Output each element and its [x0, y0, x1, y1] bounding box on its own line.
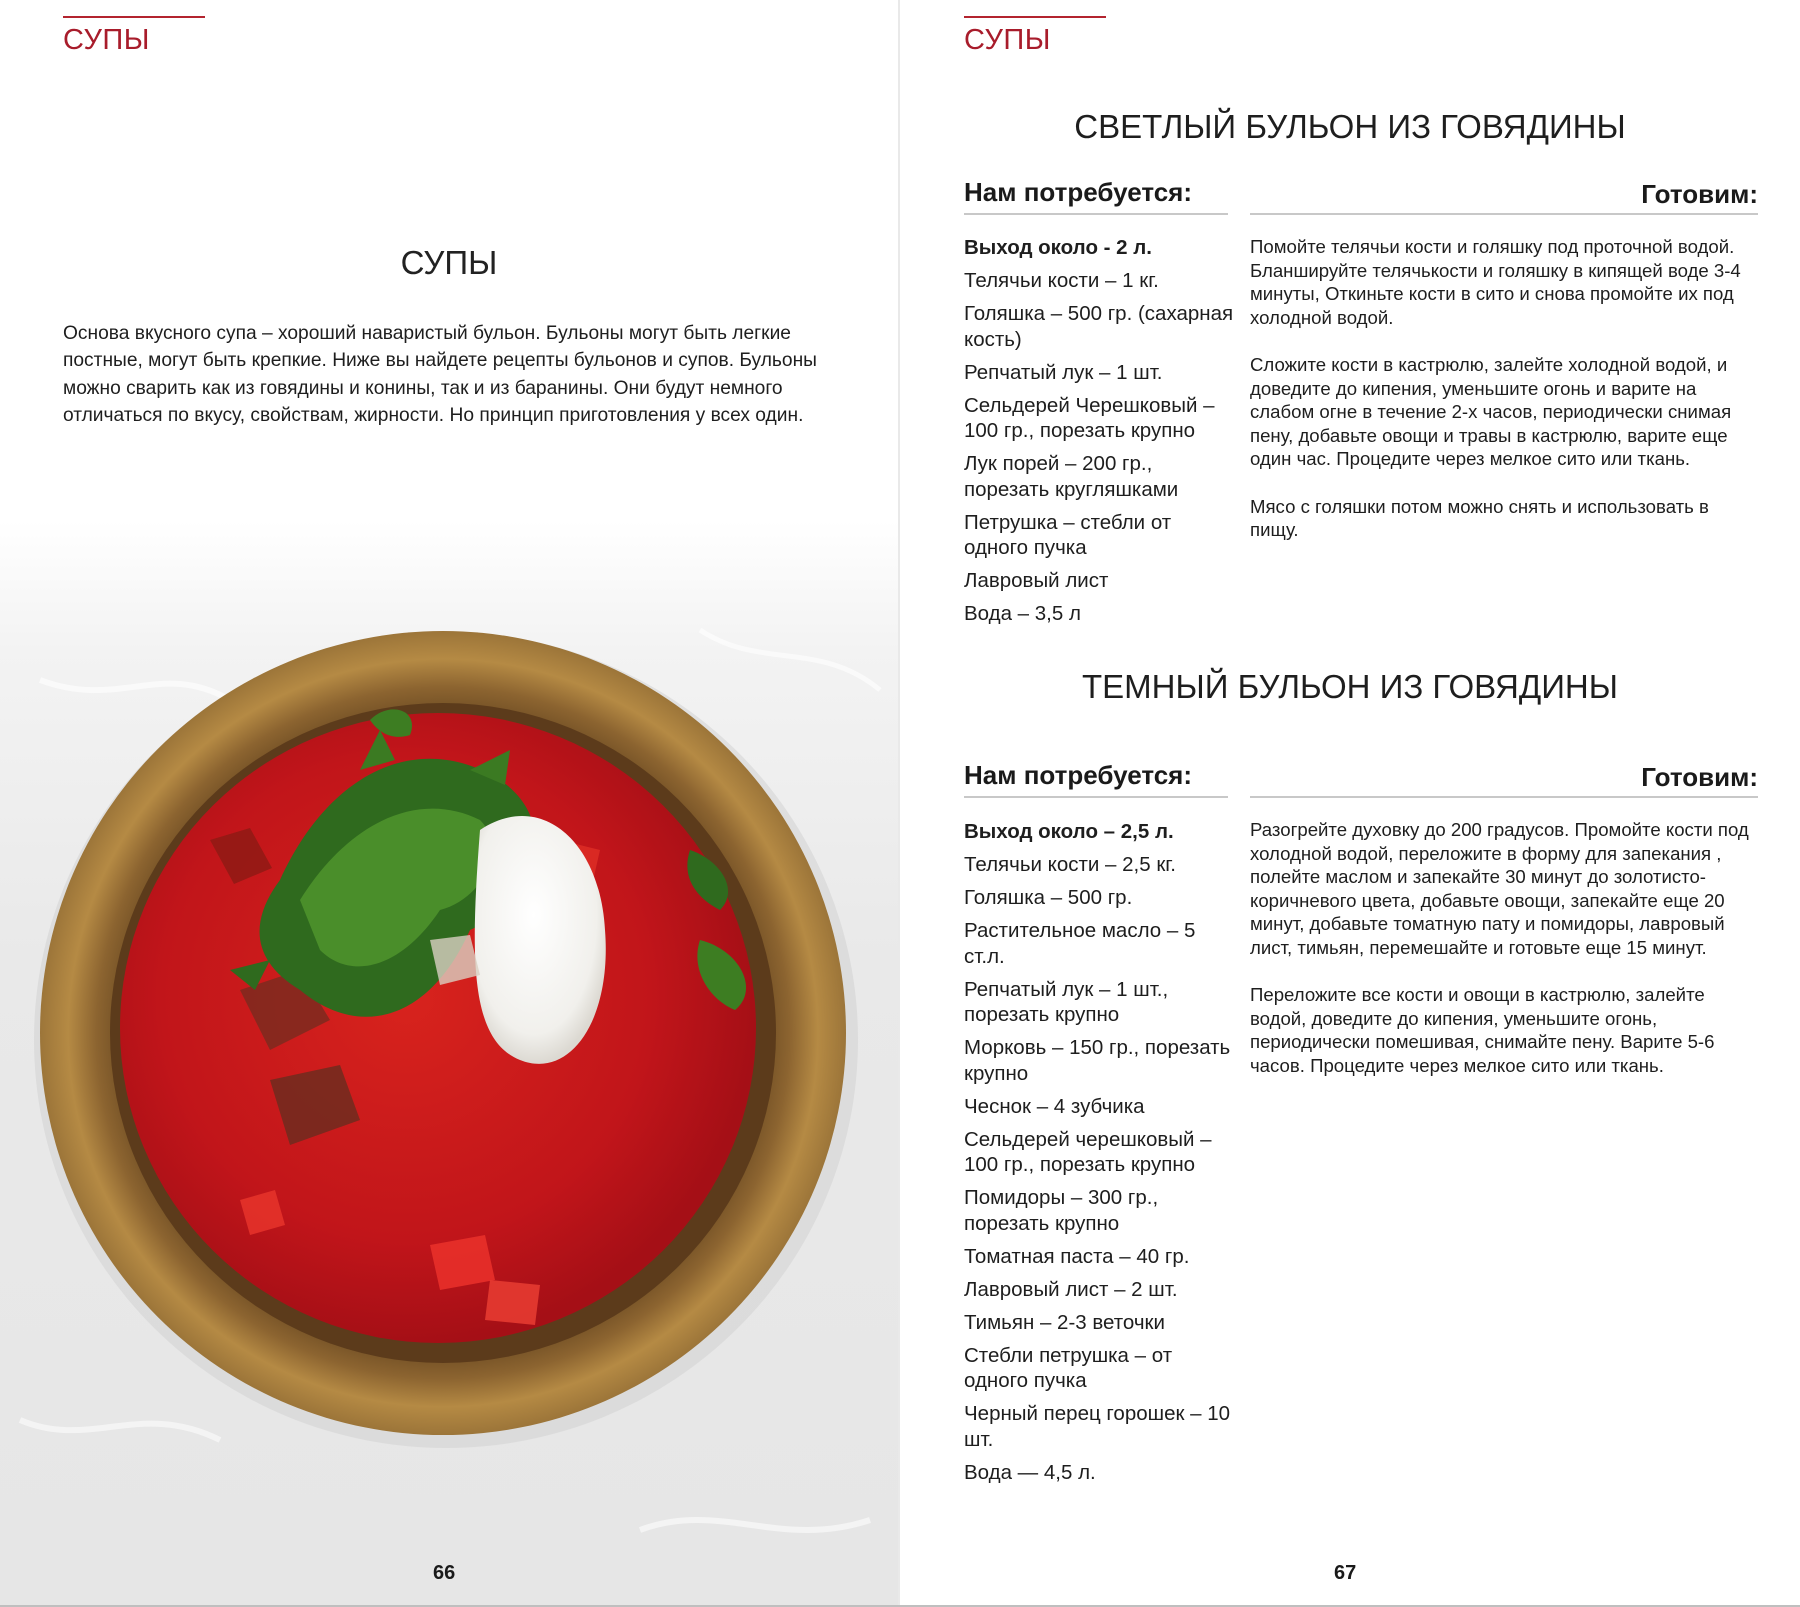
ingredient-item: Репчатый лук – 1 шт.: [964, 360, 1163, 384]
ingredient-item: Тимьян – 2-3 веточки: [964, 1310, 1165, 1334]
ingredient-item: Вода – 3,5 л: [964, 602, 1081, 625]
ingredients-list: [964, 235, 1234, 634]
step-paragraph: Переложите все кости и овощи в кастрюлю, залейте водой, доведите до кипения, уменьшите огонь, периодически помешивая, снимайте пену. Варите 5-6 часов. Процедите через мелкое сито или ткань.: [1250, 984, 1715, 1076]
ingredient-item: Лавровый лист – 2 шт.: [964, 1277, 1178, 1301]
steps-heading: Готовим:: [1641, 179, 1758, 209]
steps-heading: Готовим:: [1641, 762, 1758, 792]
ingredients-heading: Нам потребуется:: [964, 760, 1192, 790]
borscht-photo: [0, 520, 898, 1605]
section-rule: [964, 16, 1106, 18]
recipe-title: ТЕМНЫЙ БУЛЬОН ИЗ ГОВЯДИНЫ: [1082, 668, 1618, 705]
ingredient-item: Стебли петрушка – от одного пучка: [964, 1343, 1173, 1392]
ingredient-item: Морковь – 150 гр., порезать крупно: [964, 1036, 1231, 1085]
ingredient-item: Лук порей – 200 гр., порезать кругляшками: [964, 452, 1179, 501]
right-page: [900, 0, 1800, 1607]
ingredient-item: Голяшка – 500 гр. (сахарная кость): [964, 302, 1234, 351]
ingredient-item: Петрушка – стебли от одного пучка: [964, 510, 1172, 559]
ingredients-list: [964, 819, 1234, 1493]
section-label: СУПЫ: [63, 24, 150, 56]
ingredient-item: Растительное масло – 5 ст.л.: [964, 919, 1196, 968]
step-paragraph: Помойте телячьи кости и голяшку под проточной водой. Бланшируйте телячькости и голяшку в кипящей воде 3-4 минуты, Откиньте кости в сито и снова промойте их под холодной водой.: [1250, 236, 1741, 328]
page-number: 67: [1334, 1562, 1357, 1584]
ingredients-heading: Нам потребуется:: [964, 177, 1192, 207]
ingredients-rule: [964, 796, 1228, 798]
ingredient-item: Вода — 4,5 л.: [964, 1460, 1096, 1484]
recipe-title: СВЕТЛЫЙ БУЛЬОН ИЗ ГОВЯДИНЫ: [1074, 108, 1626, 145]
ingredient-item: Сельдерей Черешковый – 100 гр., порезать крупно: [964, 393, 1215, 442]
ingredient-item: Томатная паста – 40 гр.: [964, 1244, 1190, 1268]
ingredient-yield: Выход около - 2 л.: [964, 236, 1152, 259]
ingredient-item: Лавровый лист: [964, 569, 1109, 592]
ingredient-item: Черный перец горошек – 10 шт.: [964, 1402, 1231, 1451]
page-number: 66: [433, 1562, 456, 1584]
section-rule: [63, 16, 205, 18]
section-label: СУПЫ: [964, 24, 1051, 56]
ingredient-item: Телячьи кости – 2,5 кг.: [964, 853, 1176, 876]
steps-rule: [1250, 213, 1758, 215]
step-paragraph: Мясо с голяшки потом можно снять и использовать в пищу.: [1250, 495, 1709, 541]
left-page: [0, 0, 898, 1607]
ingredient-item: Репчатый лук – 1 шт., порезать крупно: [964, 977, 1169, 1026]
ingredient-item: Чеснок – 4 зубчика: [964, 1094, 1145, 1118]
step-paragraph: Сложите кости в кастрюлю, залейте холодной водой, и доведите до кипения, уменьшите огонь и варите на слабом огне в течение 2-х часов, периодически снимая пену, добавьте овощи и травы в кастрюлю, варите еще один час. Процедите через мелкое сито или ткань.: [1250, 353, 1732, 470]
ingredients-rule: [964, 213, 1228, 215]
steps-text: [1250, 235, 1758, 565]
step-paragraph: Разогрейте духовку до 200 градусов. Промойте кости под холодной водой, переложите в форму для запекания , полейте маслом и запекайте 30 минут до золотисто-коричневого цвета, добавьте овощи, запекайте еще 20 минут, добавьте томатную пату и помидоры, лавровый лист, тимьян, перемешайте и готовьте еще 15 минут.: [1250, 819, 1749, 958]
page-title: СУПЫ: [400, 244, 498, 281]
steps-text: [1250, 818, 1758, 1101]
ingredient-item: Сельдерей черешковый – 100 гр., порезать крупно: [964, 1127, 1212, 1176]
ingredient-item: Телячьи кости – 1 кг.: [964, 269, 1159, 292]
intro-paragraph: Основа вкусного супа – хороший наваристый бульон. Бульоны могут быть легкие постные, могут быть крепкие. Ниже вы найдете рецепты бульонов и супов. Бульоны можно сварить как из говядины и конины, так и из баранины. Они будут немного отличаться по вкусу, свойствам, жирности. Но принцип приготовления у всех один.: [63, 323, 817, 426]
ingredient-item: Голяшка – 500 гр.: [964, 886, 1133, 909]
ingredient-item: Помидоры – 300 гр., порезать крупно: [964, 1186, 1159, 1235]
ingredient-yield: Выход около – 2,5 л.: [964, 820, 1174, 843]
steps-rule: [1250, 796, 1758, 798]
